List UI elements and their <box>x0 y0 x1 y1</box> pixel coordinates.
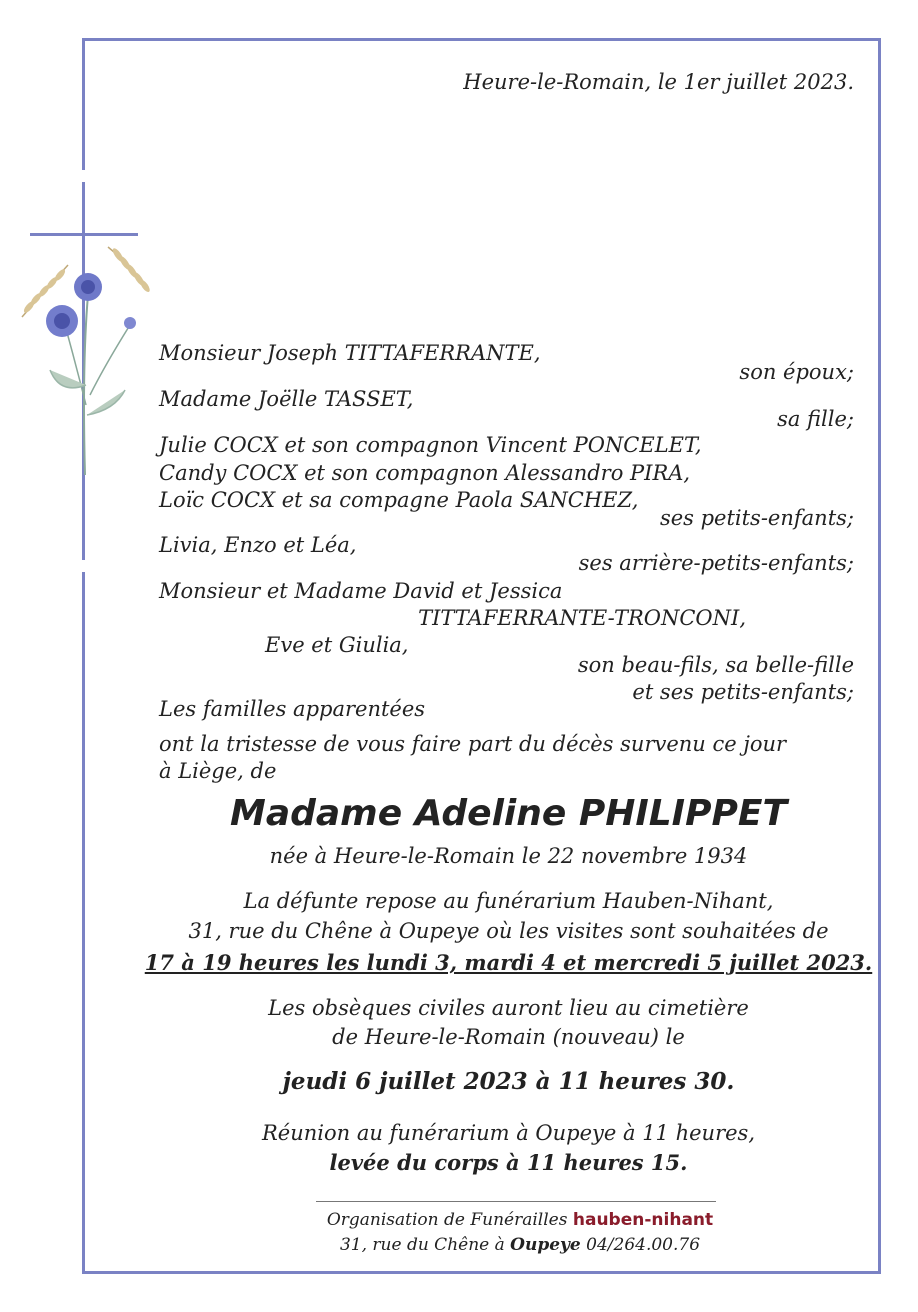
frame-bottom-border <box>82 1271 881 1274</box>
cornflower-bud-icon <box>124 317 136 329</box>
husband-name: Monsieur Joseph TITTAFERRANTE, <box>159 341 541 365</box>
funeral-line2: de Heure-le-Romain (nouveau) le <box>332 1025 685 1049</box>
grandchild-1: Julie COCX et son compagnon Vincent PONCELET, <box>159 433 702 457</box>
footer-address-prefix: 31, rue du Chêne à <box>339 1235 505 1255</box>
footer-org-label: Organisation de Funérailles <box>326 1210 568 1230</box>
visitation-line2: 31, rue du Chêne à Oupeye où les visites sont souhaitées de <box>188 919 829 943</box>
son-in-law-role-1: son beau-fils, sa belle-fille <box>577 653 854 677</box>
footer-organisation <box>200 1208 840 1232</box>
meeting-line2: levée du corps à 11 heures 15. <box>329 1150 688 1175</box>
visitation-hours: 17 à 19 heures les lundi 3, mardi 4 et mercredi 5 juillet 2023. <box>144 950 873 975</box>
footer-phone: 04/264.00.76 <box>586 1235 701 1255</box>
frame-top-border <box>82 38 881 41</box>
son-in-law-role-2: et ses petits-enfants; <box>632 680 854 704</box>
son-in-law-line2: TITTAFERRANTE-TRONCONI, <box>418 606 746 630</box>
frame-left-border-lower <box>82 572 85 1274</box>
funeral-home-logo: hauben-nihant <box>572 1210 714 1230</box>
deceased-name: Madame Adeline PHILIPPET <box>230 793 787 834</box>
cornflower-wheat-illustration <box>10 225 160 485</box>
related-families: Les familles apparentées <box>159 697 426 721</box>
son-in-law-line1: Monsieur et Madame David et Jessica <box>159 579 563 603</box>
daughter-name: Madame Joëlle TASSET, <box>159 387 414 411</box>
cornflower-top-icon <box>74 273 102 301</box>
footer-separator <box>316 1201 716 1202</box>
footer-address <box>200 1233 840 1257</box>
meeting-line1: Réunion au funérarium à Oupeye à 11 heures, <box>261 1121 755 1145</box>
great-grandchildren-role: ses arrière-petits-enfants; <box>578 551 854 575</box>
footer-address-city: Oupeye <box>510 1235 581 1255</box>
place-date: Heure-le-Romain, le 1er juillet 2023. <box>463 70 854 94</box>
funeral-line1: Les obsèques civiles auront lieu au cimetière <box>268 996 749 1020</box>
cornflower-left-icon <box>46 305 78 337</box>
grandchild-3: Loïc COCX et sa compagne Paola SANCHEZ, <box>159 488 639 512</box>
grandchild-2: Candy COCX et son compagnon Alessandro PIRA, <box>159 461 691 485</box>
grandchildren-role: ses petits-enfants; <box>659 506 854 530</box>
visitation-line1: La défunte repose au funérarium Hauben-Nihant, <box>243 889 774 913</box>
announcement-line1: ont la tristesse de vous faire part du décès survenu ce jour <box>159 732 787 756</box>
son-in-law-children: Eve et Giulia, <box>265 633 409 657</box>
funeral-datetime: jeudi 6 juillet 2023 à 11 heures 30. <box>282 1068 735 1095</box>
daughter-role: sa fille; <box>777 407 854 431</box>
frame-right-border <box>878 38 881 1274</box>
birth-info: née à Heure-le-Romain le 22 novembre 1934 <box>269 844 748 868</box>
great-grandchildren-names: Livia, Enzo et Léa, <box>159 533 357 557</box>
frame-left-border-upper <box>82 38 85 170</box>
announcement-line2: à Liège, de <box>159 759 277 783</box>
wheat-right-icon <box>108 247 151 294</box>
husband-role: son époux; <box>739 360 854 384</box>
